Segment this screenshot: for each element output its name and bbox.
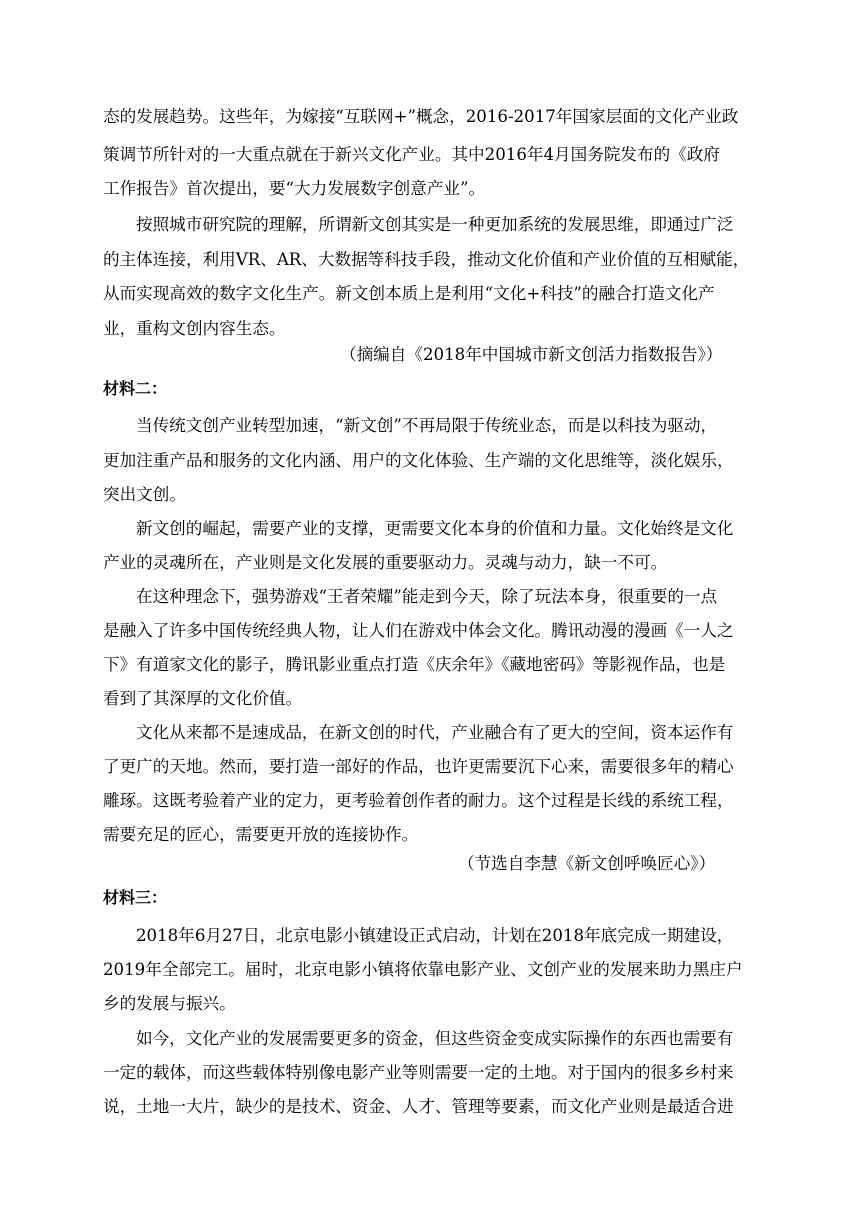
- paragraph-line: 2019年全部完工。届时，北京电影小镇将依靠电影产业、文创产业的发展来助力黑庄户: [103, 960, 743, 979]
- paragraph-line: 在这种理念下，强势游戏“王者荣耀”能走到今天，除了玩法本身，很重要的一点: [136, 587, 718, 606]
- paragraph-line: 下》有道家文化的影子，腾讯影业重点打造《庆余年》《藏地密码》等影视作品，也是: [103, 655, 726, 674]
- paragraph-line: 文化从来都不是速成品，在新文创的时代，产业融合有了更大的空间，资本运作有: [136, 723, 734, 742]
- paragraph-line: 一定的载体，而这些载体特别像电影产业等则需要一定的土地。对于国内的很多乡村来: [103, 1063, 734, 1082]
- source-citation: （摘编自《2018年中国城市新文创活力指数报告》）: [340, 345, 723, 364]
- paragraph-line: 看到了其深厚的文化价值。: [103, 689, 303, 708]
- paragraph-line: 当传统文创产业转型加速，“新文创”不再局限于传统业态，而是以科技为驱动，: [136, 416, 718, 435]
- paragraph-line: 需要充足的匠心，需要更开放的连接协作。: [103, 825, 419, 844]
- source-citation: （节选自李慧《新文创呼唤匠心》）: [458, 854, 716, 873]
- paragraph-line: 突出文创。: [103, 485, 186, 504]
- paragraph-line: 2018年6月27日，北京电影小镇建设正式启动，计划在2018年底完成一期建设，: [136, 926, 734, 945]
- paragraph-line: 更加注重产品和服务的文化内涵、用户的文化体验、生产端的文化思维等，淡化娱乐，: [103, 451, 734, 470]
- section-heading: 材料三：: [103, 888, 168, 907]
- paragraph-line: 工作报告》首次提出，要“大力发展数字创意产业”。: [103, 179, 486, 198]
- paragraph-line: 策调节所针对的一大重点就在于新兴文化产业。其中2016年4月国务院发布的《政府: [103, 145, 720, 164]
- paragraph-line: 说，土地一大片，缺少的是技术、资金、人才、管理等要素，而文化产业则是最适合进: [103, 1097, 734, 1116]
- paragraph-line: 产业的灵魂所在，产业则是文化发展的重要驱动力。灵魂与动力，缺一不可。: [103, 553, 668, 572]
- paragraph-line: 的主体连接，利用VR、AR、大数据等科技手段，推动文化价值和产业价值的互相赋能，: [103, 250, 750, 269]
- paragraph-line: 是融入了许多中国传统经典人物，让人们在游戏中体会文化。腾讯动漫的漫画《一人之: [103, 621, 734, 640]
- paragraph-line: 了更广的天地。然而，要打造一部好的作品，也许更需要沉下心来，需要很多年的精心: [103, 757, 734, 776]
- paragraph-line: 如今，文化产业的发展需要更多的资金，但这些资金变成实际操作的东西也需要有: [136, 1029, 734, 1048]
- section-heading: 材料二：: [103, 379, 168, 398]
- paragraph-line: 乡的发展与振兴。: [103, 994, 236, 1013]
- paragraph-line: 按照城市研究院的理解，所谓新文创其实是一种更加系统的发展思维，即通过广泛: [136, 215, 734, 234]
- paragraph-line: 从而实现高效的数字文化生产。新文创本质上是利用“文化+科技”的融合打造文化产: [103, 284, 715, 303]
- paragraph-line: 雕琢。这既考验着产业的定力，更考验着创作者的耐力。这个过程是长线的系统工程，: [103, 791, 734, 810]
- paragraph-line: 新文创的崛起，需要产业的支撑，更需要文化本身的价值和力量。文化始终是文化: [136, 519, 734, 538]
- paragraph-line: 业，重构文创内容生态。: [103, 319, 286, 338]
- paragraph-line: 态的发展趋势。这些年，为嫁接“互联网+”概念，2016-2017年国家层面的文化产业政: [103, 107, 739, 126]
